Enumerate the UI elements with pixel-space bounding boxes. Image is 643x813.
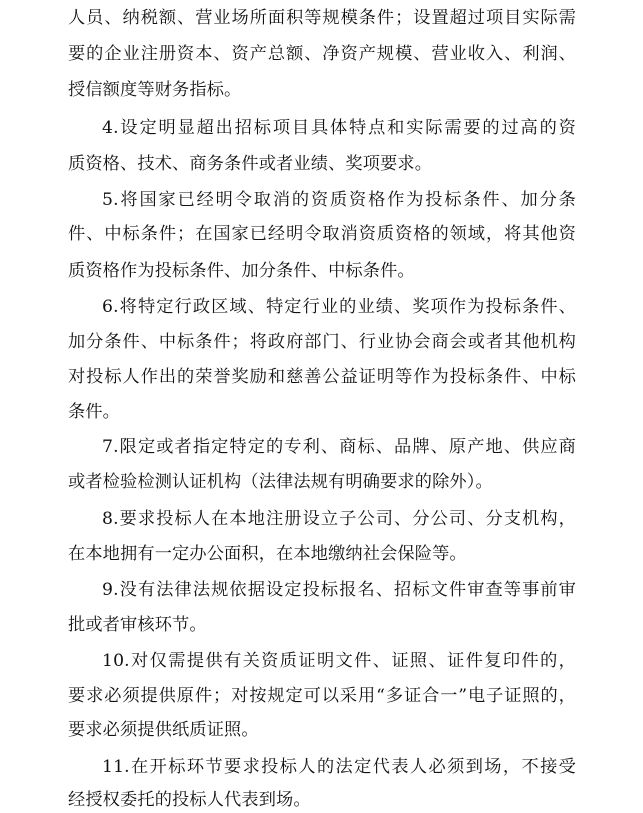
text-line: 要求必须提供原件；对按规定可以采用“多证合一”电子证照的， — [68, 686, 576, 706]
text-line: 件、中标条件；在国家已经明令取消资质资格的领域，将其他资 — [68, 224, 576, 244]
text-line: 经授权委托的投标人代表到场。 — [68, 790, 311, 810]
text-line: 批或者审核环节。 — [68, 615, 207, 635]
paragraph-6-line: 6.将特定行政区域、特定行业的业绩、奖项作为投标条件、 — [102, 297, 576, 317]
paragraph-10-line: 10.对仅需提供有关资质证明文件、证照、证件复印件的， — [102, 651, 576, 671]
text-line: 质资格、技术、商务条件或者业绩、奖项要求。 — [68, 154, 433, 174]
paragraph-11-line: 11.在开标环节要求投标人的法定代表人必须到场，不接受 — [102, 757, 576, 777]
paragraph-4-line: 4.设定明显超出招标项目具体特点和实际需要的过高的资 — [102, 118, 576, 138]
text-line: 条件。 — [68, 402, 121, 422]
text-line: 在本地拥有一定办公面积，在本地缴纳社会保险等。 — [68, 544, 467, 564]
paragraph-5-line: 5.将国家已经明令取消的资质资格作为投标条件、加分条 — [102, 190, 576, 210]
text-line: 要求必须提供纸质证照。 — [68, 720, 259, 740]
text-line: 对投标人作出的荣誉奖励和慈善公益证明等作为投标条件、中标 — [68, 367, 576, 387]
text-line: 或者检验检测认证机构（法律法规有明确要求的除外）。 — [68, 472, 493, 492]
text-line: 质资格作为投标条件、加分条件、中标条件。 — [68, 261, 415, 281]
paragraph-8-line: 8.要求投标人在本地注册设立子公司、分公司、分支机构， — [102, 509, 576, 529]
text-line: 人员、纳税额、营业场所面积等规模条件；设置超过项目实际需 — [68, 8, 576, 28]
text-line: 加分条件、中标条件；将政府部门、行业协会商会或者其他机构 — [68, 332, 576, 352]
text-line: 要的企业注册资本、资产总额、净资产规模、营业收入、利润、 — [68, 44, 576, 64]
text-line: 授信额度等财务指标。 — [68, 80, 242, 100]
paragraph-7-line: 7.限定或者指定特定的专利、商标、品牌、原产地、供应商 — [102, 437, 576, 457]
paragraph-9-line: 9.没有法律法规依据设定投标报名、招标文件审查等事前审 — [102, 580, 576, 600]
